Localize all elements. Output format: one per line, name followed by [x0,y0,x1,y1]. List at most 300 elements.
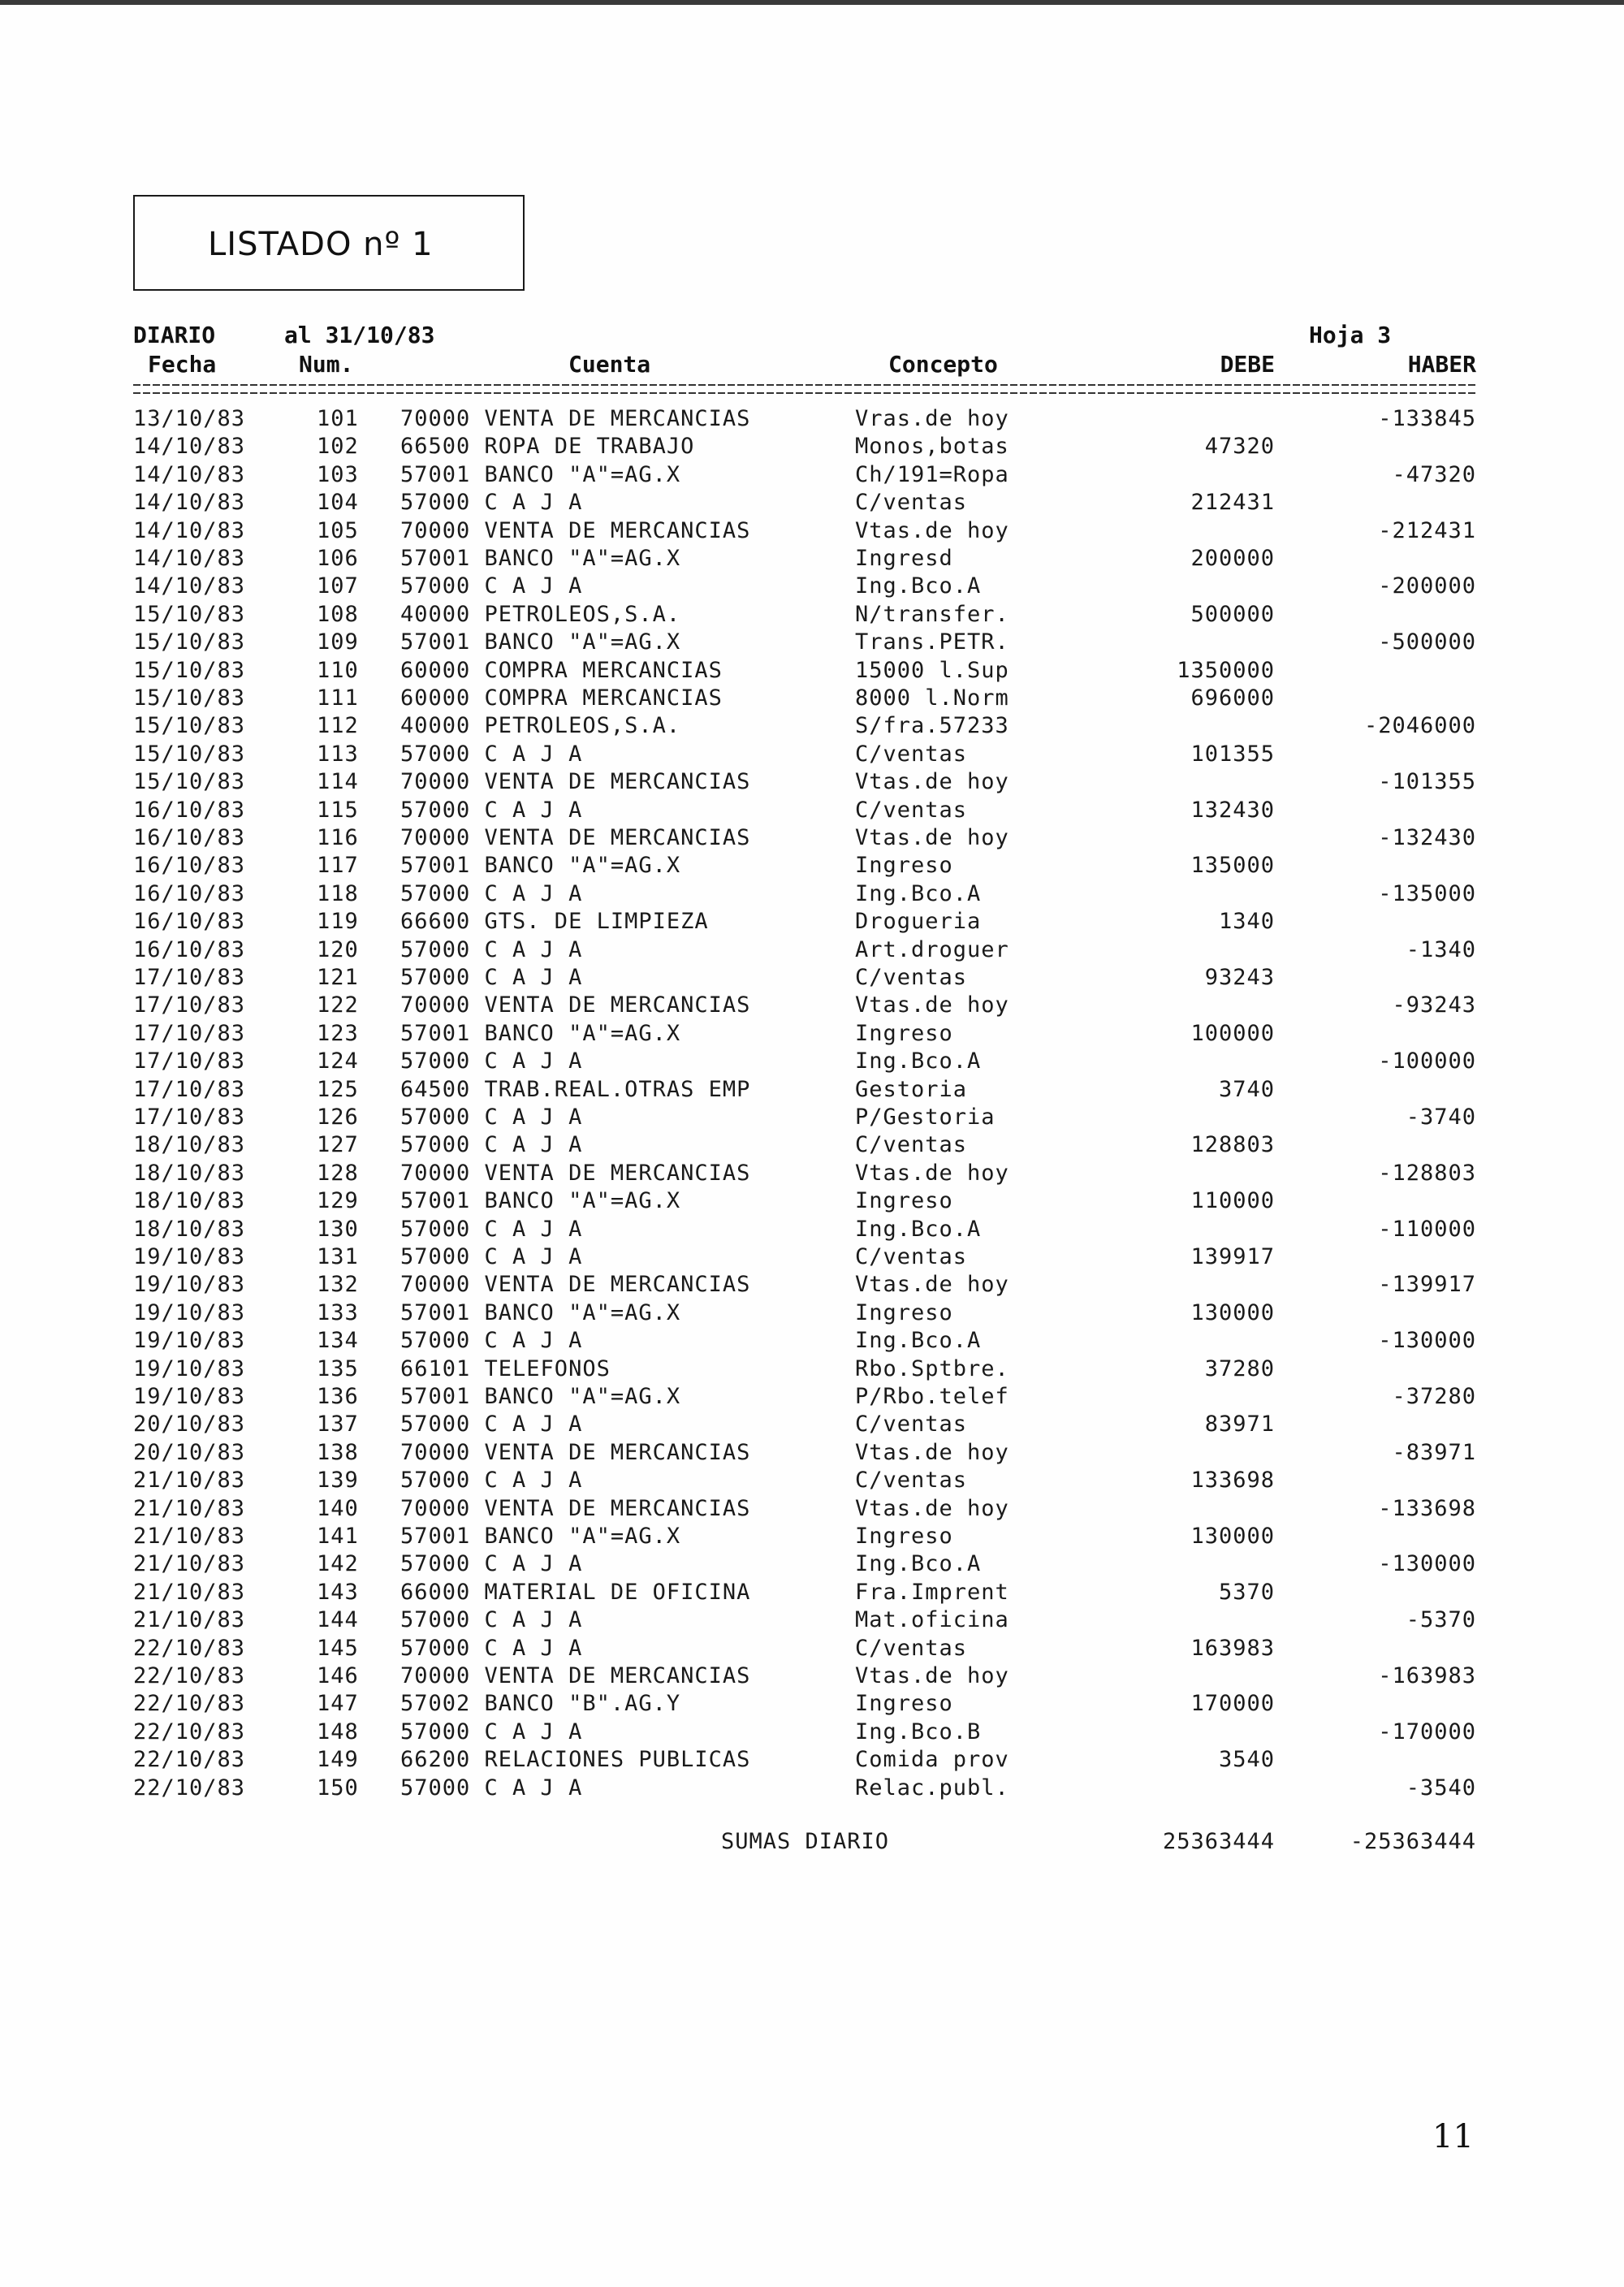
cell-concepto: Trans.PETR. [855,629,1009,655]
cell-num: 102 [317,434,359,460]
cell-haber: -101355 [1378,769,1476,795]
table-row [0,713,1624,741]
cell-fecha: 16/10/83 [133,853,246,879]
col-header-cuenta: Cuenta [568,351,651,378]
cell-cuenta: 57001 BANCO "A"=AG.X [400,853,681,879]
cell-num: 117 [317,853,359,879]
table-row [0,965,1624,992]
table-row [0,602,1624,629]
cell-concepto: 8000 l.Norm [855,685,1009,711]
cell-debe: 130000 [1190,1524,1275,1549]
cell-concepto: Rbo.Sptbre. [855,1355,1009,1381]
table-row [0,798,1624,825]
cell-num: 116 [317,825,359,850]
cell-fecha: 14/10/83 [133,461,246,487]
table-row [0,1691,1624,1718]
cell-cuenta: 57000 C A J A [400,1328,583,1354]
table-row [0,741,1624,769]
cell-cuenta: 57000 C A J A [400,1468,583,1494]
table-row [0,1775,1624,1803]
cell-debe: 110000 [1190,1188,1275,1214]
cell-concepto: Ing.Bco.A [855,1216,982,1242]
cell-concepto: P/Gestoria [855,1105,996,1130]
cell-num: 145 [317,1635,359,1661]
table-row [0,658,1624,685]
cell-num: 143 [317,1579,359,1605]
table-row [0,490,1624,517]
cell-fecha: 16/10/83 [133,825,246,850]
cell-num: 101 [317,406,359,431]
cell-haber: -37280 [1392,1384,1476,1409]
cell-concepto: Vtas.de hoy [855,1272,1009,1298]
cell-num: 134 [317,1328,359,1354]
cell-debe: 93243 [1204,965,1275,990]
cell-concepto: Ing.Bco.A [855,1551,982,1577]
totals-debe: 25363444 [1162,1829,1275,1854]
col-header-fecha: Fecha [148,351,217,378]
cell-concepto: Vtas.de hoy [855,992,1009,1018]
cell-concepto: S/fra.57233 [855,713,1009,739]
cell-haber: -132430 [1378,825,1476,850]
cell-concepto: C/ventas [855,797,968,823]
table-row [0,1412,1624,1439]
cell-fecha: 19/10/83 [133,1272,246,1298]
col-header-concepto: Concepto [888,351,998,378]
cell-num: 119 [317,909,359,935]
col-header-debe: DEBE [1220,351,1275,378]
cell-num: 132 [317,1272,359,1298]
cell-fecha: 16/10/83 [133,880,246,906]
table-row [0,1440,1624,1468]
cell-num: 140 [317,1495,359,1521]
cell-concepto: Vtas.de hoy [855,769,1009,795]
cell-concepto: C/ventas [855,1412,968,1437]
cell-haber: -163983 [1378,1663,1476,1688]
cell-cuenta: 57000 C A J A [400,1412,583,1437]
table-row [0,1496,1624,1524]
table-row [0,1524,1624,1551]
cell-fecha: 15/10/83 [133,601,246,627]
cell-concepto: P/Rbo.telef [855,1384,1009,1409]
cell-cuenta: 57000 C A J A [400,1718,583,1744]
cell-fecha: 14/10/83 [133,434,246,460]
cell-num: 120 [317,936,359,962]
cell-haber: -170000 [1378,1718,1476,1744]
cell-num: 146 [317,1663,359,1688]
totals-haber: -25363444 [1350,1829,1476,1854]
cell-fecha: 22/10/83 [133,1775,246,1801]
cell-num: 108 [317,601,359,627]
cell-haber: -3740 [1406,1105,1476,1130]
table-row [0,825,1624,853]
cell-debe: 139917 [1190,1244,1275,1269]
cell-haber: -128803 [1378,1160,1476,1186]
cell-fecha: 15/10/83 [133,629,246,655]
table-row [0,434,1624,461]
cell-num: 148 [317,1718,359,1744]
cell-num: 125 [317,1076,359,1102]
table-row [0,1300,1624,1328]
cell-fecha: 15/10/83 [133,769,246,795]
table-row [0,1244,1624,1272]
cell-fecha: 17/10/83 [133,1048,246,1074]
cell-cuenta: 57000 C A J A [400,1775,583,1801]
cell-fecha: 20/10/83 [133,1439,246,1465]
cell-cuenta: 57000 C A J A [400,880,583,906]
cell-num: 128 [317,1160,359,1186]
page-title: LISTADO nº 1 [208,226,434,263]
cell-cuenta: 70000 VENTA DE MERCANCIAS [400,1439,751,1465]
cell-debe: 83971 [1204,1412,1275,1437]
cell-debe: 3740 [1218,1076,1275,1102]
cell-cuenta: 57000 C A J A [400,1607,583,1633]
cell-cuenta: 57000 C A J A [400,965,583,990]
cell-cuenta: 57000 C A J A [400,741,583,767]
cell-cuenta: 64500 TRAB.REAL.OTRAS EMP [400,1076,751,1102]
table-row [0,1188,1624,1216]
cell-concepto: Ingreso [855,1020,953,1046]
cell-fecha: 16/10/83 [133,797,246,823]
cell-num: 137 [317,1412,359,1437]
cell-cuenta: 57001 BANCO "A"=AG.X [400,546,681,571]
cell-cuenta: 57000 C A J A [400,1216,583,1242]
sheet-number: Hoja 3 [1309,322,1392,348]
cell-num: 126 [317,1105,359,1130]
cell-cuenta: 57001 BANCO "A"=AG.X [400,1020,681,1046]
cell-concepto: Ingreso [855,1524,953,1549]
cell-cuenta: 57000 C A J A [400,1048,583,1074]
cell-cuenta: 60000 COMPRA MERCANCIAS [400,685,723,711]
cell-fecha: 22/10/83 [133,1718,246,1744]
cell-haber: -130000 [1378,1328,1476,1354]
cell-haber: -5370 [1406,1607,1476,1633]
table-row [0,1272,1624,1299]
cell-fecha: 19/10/83 [133,1328,246,1354]
cell-concepto: Ing.Bco.B [855,1718,982,1744]
cell-concepto: Mat.oficina [855,1607,1009,1633]
table-row [0,769,1624,797]
cell-concepto: Drogueria [855,909,982,935]
cell-debe: 170000 [1190,1691,1275,1717]
cell-haber: -2046000 [1363,713,1476,739]
cell-fecha: 21/10/83 [133,1524,246,1549]
cell-haber: -135000 [1378,880,1476,906]
cell-concepto: Ing.Bco.A [855,1328,982,1354]
cell-fecha: 16/10/83 [133,909,246,935]
cell-num: 131 [317,1244,359,1269]
table-row [0,462,1624,490]
table-row [0,546,1624,573]
cell-concepto: C/ventas [855,1132,968,1158]
cell-fecha: 18/10/83 [133,1216,246,1242]
cell-debe: 163983 [1190,1635,1275,1661]
cell-fecha: 14/10/83 [133,546,246,571]
title-box [133,195,525,291]
cell-debe: 1340 [1218,909,1275,935]
cell-concepto: C/ventas [855,965,968,990]
cell-num: 123 [317,1020,359,1046]
cell-cuenta: 57000 C A J A [400,936,583,962]
cell-cuenta: 57001 BANCO "A"=AG.X [400,1384,681,1409]
cell-concepto: Ingresd [855,546,953,571]
cell-cuenta: 57000 C A J A [400,1132,583,1158]
cell-haber: -1340 [1406,936,1476,962]
cell-haber: -47320 [1392,461,1476,487]
cell-concepto: C/ventas [855,1635,968,1661]
cell-debe: 200000 [1190,546,1275,571]
table-row [0,1384,1624,1412]
cell-debe: 500000 [1190,601,1275,627]
cell-fecha: 13/10/83 [133,406,246,431]
cell-num: 130 [317,1216,359,1242]
table-row [0,1328,1624,1355]
cell-debe: 130000 [1190,1299,1275,1325]
cell-fecha: 22/10/83 [133,1663,246,1688]
table-row [0,1048,1624,1076]
cell-concepto: Ing.Bco.A [855,573,982,599]
cell-debe: 101355 [1190,741,1275,767]
table-row [0,406,1624,434]
cell-fecha: 22/10/83 [133,1691,246,1717]
cell-concepto: Relac.publ. [855,1775,1009,1801]
cell-concepto: C/ventas [855,741,968,767]
table-row [0,573,1624,601]
cell-num: 112 [317,713,359,739]
cell-num: 114 [317,769,359,795]
header-separator [133,384,1478,394]
table-row [0,992,1624,1020]
cell-num: 142 [317,1551,359,1577]
table-row [0,685,1624,713]
cell-num: 124 [317,1048,359,1074]
cell-haber: -139917 [1378,1272,1476,1298]
table-row [0,1132,1624,1160]
cell-cuenta: 66500 ROPA DE TRABAJO [400,434,695,460]
cell-debe: 133698 [1190,1468,1275,1494]
cell-concepto: Ingreso [855,1691,953,1717]
table-row [0,1719,1624,1747]
cell-cuenta: 60000 COMPRA MERCANCIAS [400,657,723,683]
table-row [0,937,1624,965]
cell-concepto: Comida prov [855,1747,1009,1773]
cell-num: 129 [317,1188,359,1214]
cell-num: 113 [317,741,359,767]
cell-debe: 132430 [1190,797,1275,823]
cell-debe: 212431 [1190,490,1275,516]
cell-concepto: Ingreso [855,853,953,879]
cell-cuenta: 57000 C A J A [400,1551,583,1577]
cell-concepto: Ingreso [855,1299,953,1325]
table-row [0,881,1624,909]
cell-concepto: Vtas.de hoy [855,1663,1009,1688]
cell-fecha: 21/10/83 [133,1495,246,1521]
cell-fecha: 17/10/83 [133,1076,246,1102]
cell-cuenta: 66600 GTS. DE LIMPIEZA [400,909,709,935]
journal-date: al 31/10/83 [284,322,435,348]
col-header-num: Num. [299,351,354,378]
cell-fecha: 15/10/83 [133,657,246,683]
cell-num: 118 [317,880,359,906]
cell-debe: 1350000 [1177,657,1275,683]
cell-fecha: 21/10/83 [133,1607,246,1633]
cell-haber: -3540 [1406,1775,1476,1801]
table-row [0,1607,1624,1635]
cell-fecha: 15/10/83 [133,713,246,739]
cell-fecha: 17/10/83 [133,965,246,990]
cell-num: 104 [317,490,359,516]
cell-fecha: 18/10/83 [133,1188,246,1214]
table-row [0,1021,1624,1048]
totals-label: SUMAS DIARIO [721,1829,890,1854]
cell-num: 136 [317,1384,359,1409]
cell-cuenta: 57001 BANCO "A"=AG.X [400,1524,681,1549]
cell-fecha: 19/10/83 [133,1384,246,1409]
cell-haber: -500000 [1378,629,1476,655]
cell-concepto: C/ventas [855,1468,968,1494]
table-row [0,1217,1624,1244]
cell-concepto: Ing.Bco.A [855,1048,982,1074]
cell-fecha: 14/10/83 [133,490,246,516]
cell-concepto: Vtas.de hoy [855,1160,1009,1186]
cell-haber: -110000 [1378,1216,1476,1242]
table-row [0,909,1624,936]
table-row [0,1636,1624,1663]
cell-fecha: 15/10/83 [133,741,246,767]
col-header-haber: HABER [1407,351,1476,378]
cell-fecha: 21/10/83 [133,1579,246,1605]
cell-num: 103 [317,461,359,487]
cell-haber: -93243 [1392,992,1476,1018]
cell-cuenta: 70000 VENTA DE MERCANCIAS [400,1272,751,1298]
cell-haber: -83971 [1392,1439,1476,1465]
cell-num: 115 [317,797,359,823]
cell-debe: 128803 [1190,1132,1275,1158]
cell-num: 138 [317,1439,359,1465]
table-row [0,1161,1624,1188]
table-row [0,1663,1624,1691]
cell-concepto: Ingreso [855,1188,953,1214]
journal-label: DIARIO [133,322,216,348]
cell-haber: -200000 [1378,573,1476,599]
cell-cuenta: 57000 C A J A [400,1635,583,1661]
cell-cuenta: 57000 C A J A [400,490,583,516]
cell-debe: 100000 [1190,1020,1275,1046]
cell-fecha: 21/10/83 [133,1468,246,1494]
cell-cuenta: 57000 C A J A [400,573,583,599]
cell-fecha: 15/10/83 [133,685,246,711]
cell-num: 121 [317,965,359,990]
cell-concepto: Vtas.de hoy [855,1495,1009,1521]
cell-debe: 37280 [1204,1355,1275,1381]
cell-num: 127 [317,1132,359,1158]
cell-num: 147 [317,1691,359,1717]
cell-debe: 5370 [1218,1579,1275,1605]
cell-fecha: 17/10/83 [133,1020,246,1046]
cell-fecha: 14/10/83 [133,517,246,543]
cell-fecha: 16/10/83 [133,936,246,962]
cell-cuenta: 66200 RELACIONES PUBLICAS [400,1747,751,1773]
cell-cuenta: 40000 PETROLEOS,S.A. [400,601,681,627]
cell-cuenta: 70000 VENTA DE MERCANCIAS [400,406,751,431]
cell-concepto: Ch/191=Ropa [855,461,1009,487]
cell-concepto: Fra.Imprent [855,1579,1009,1605]
cell-fecha: 20/10/83 [133,1412,246,1437]
cell-concepto: Ing.Bco.A [855,880,982,906]
cell-cuenta: 57000 C A J A [400,797,583,823]
table-row [0,853,1624,880]
cell-haber: -100000 [1378,1048,1476,1074]
cell-haber: -133698 [1378,1495,1476,1521]
cell-debe: 3540 [1218,1747,1275,1773]
table-row [0,1356,1624,1384]
cell-concepto: Vtas.de hoy [855,825,1009,850]
cell-num: 149 [317,1747,359,1773]
cell-concepto: Monos,botas [855,434,1009,460]
cell-cuenta: 40000 PETROLEOS,S.A. [400,713,681,739]
cell-num: 139 [317,1468,359,1494]
table-row [0,629,1624,657]
cell-debe: 696000 [1190,685,1275,711]
table-row [0,1747,1624,1775]
cell-concepto: Vtas.de hoy [855,517,1009,543]
cell-cuenta: 66101 TELEFONOS [400,1355,611,1381]
cell-num: 141 [317,1524,359,1549]
cell-cuenta: 70000 VENTA DE MERCANCIAS [400,1160,751,1186]
table-row [0,1580,1624,1607]
cell-cuenta: 70000 VENTA DE MERCANCIAS [400,517,751,543]
cell-fecha: 22/10/83 [133,1747,246,1773]
cell-haber: -212431 [1378,517,1476,543]
table-row [0,518,1624,546]
cell-num: 105 [317,517,359,543]
cell-cuenta: 70000 VENTA DE MERCANCIAS [400,825,751,850]
cell-debe: 47320 [1204,434,1275,460]
cell-cuenta: 57002 BANCO "B".AG.Y [400,1691,681,1717]
cell-num: 144 [317,1607,359,1633]
cell-fecha: 22/10/83 [133,1635,246,1661]
cell-concepto: C/ventas [855,1244,968,1269]
cell-fecha: 19/10/83 [133,1355,246,1381]
table-row [0,1105,1624,1132]
cell-num: 133 [317,1299,359,1325]
cell-cuenta: 57001 BANCO "A"=AG.X [400,1188,681,1214]
cell-fecha: 14/10/83 [133,573,246,599]
cell-num: 107 [317,573,359,599]
cell-fecha: 17/10/83 [133,992,246,1018]
table-row [0,1468,1624,1495]
cell-concepto: Vtas.de hoy [855,1439,1009,1465]
cell-cuenta: 57001 BANCO "A"=AG.X [400,461,681,487]
cell-num: 122 [317,992,359,1018]
cell-haber: -133845 [1378,406,1476,431]
cell-cuenta: 70000 VENTA DE MERCANCIAS [400,1663,751,1688]
cell-concepto: C/ventas [855,490,968,516]
table-row [0,1551,1624,1579]
cell-fecha: 18/10/83 [133,1132,246,1158]
cell-num: 150 [317,1775,359,1801]
cell-fecha: 19/10/83 [133,1299,246,1325]
cell-cuenta: 70000 VENTA DE MERCANCIAS [400,1495,751,1521]
cell-num: 106 [317,546,359,571]
cell-haber: -130000 [1378,1551,1476,1577]
cell-fecha: 21/10/83 [133,1551,246,1577]
cell-cuenta: 57001 BANCO "A"=AG.X [400,629,681,655]
cell-num: 110 [317,657,359,683]
cell-cuenta: 70000 VENTA DE MERCANCIAS [400,992,751,1018]
page-number: 11 [1432,2118,1474,2155]
cell-cuenta: 57000 C A J A [400,1244,583,1269]
page-top-edge [0,0,1624,5]
